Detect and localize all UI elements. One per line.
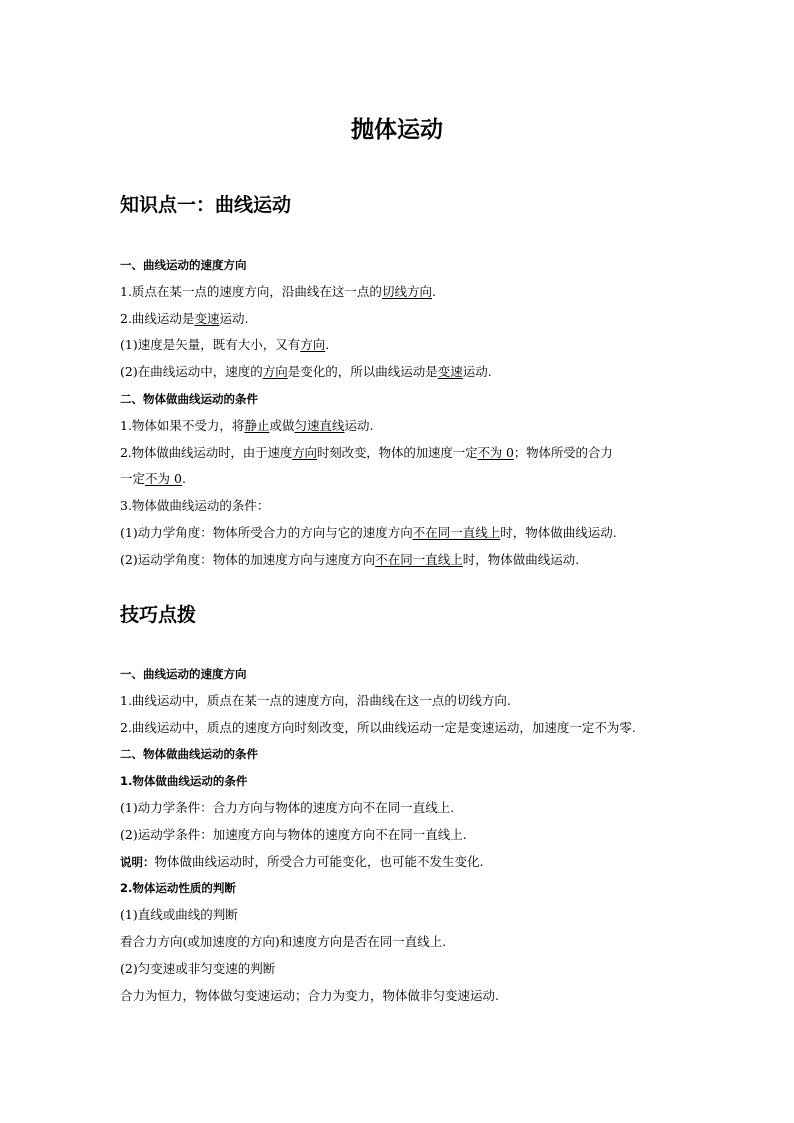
- paragraph-line: 2.曲线运动中，质点的速度方向时刻改变，所以曲线运动一定是变速运动，加速度一定不为零.: [120, 719, 636, 735]
- underlined-answer: 不在同一直线上: [412, 524, 501, 540]
- underlined-answer: 方向: [262, 364, 288, 380]
- paragraph-line: 合力为恒力，物体做匀变速运动；合力为变力，物体做非匀变速运动.: [120, 987, 499, 1003]
- paragraph-line: (1)速度是矢量，既有大小，又有方向.: [120, 337, 330, 353]
- paragraph-line: (1)动力学条件：合力方向与物体的速度方向不在同一直线上.: [120, 799, 455, 815]
- underlined-answer: 方向: [300, 337, 326, 353]
- document-title: 抛体运动: [351, 117, 443, 143]
- paragraph-line: 1.曲线运动中，质点在某一点的速度方向，沿曲线在这一点的切线方向.: [120, 692, 511, 708]
- underlined-answer: 不为 0: [477, 444, 514, 460]
- section-heading-tips: 技巧点拨: [120, 604, 197, 626]
- paragraph-line: 2.曲线运动是变速运动.: [120, 310, 249, 326]
- underlined-answer: 变速: [194, 310, 220, 326]
- subsection-title: 二、物体做曲线运动的条件: [120, 747, 258, 762]
- subsection-title: 一、曲线运动的速度方向: [120, 258, 247, 272]
- paragraph-line: 3.物体做曲线运动的条件：: [120, 498, 270, 514]
- paragraph-line: (2)运动学角度：物体的加速度方向与速度方向不在同一直线上时，物体做曲线运动.: [120, 551, 580, 567]
- section-tips-body: [120, 661, 680, 1009]
- subsection-title: 2.物体运动性质的判断: [120, 881, 236, 896]
- underlined-answer: 变速: [437, 364, 463, 380]
- underlined-answer: 匀速直线: [294, 417, 345, 433]
- paragraph-line: 2.物体做曲线运动时，由于速度方向时刻改变，物体的加速度一定不为 0；物体所受的合力: [120, 444, 613, 460]
- paragraph-line: (2)运动学条件：加速度方向与物体的速度方向不在同一直线上.: [120, 826, 467, 842]
- underlined-answer: 不在同一直线上: [375, 551, 463, 567]
- paragraph-line: 看合力方向(或加速度的方向)和速度方向是否在同一直线上.: [120, 933, 447, 949]
- paragraph-line: (2)在曲线运动中，速度的方向是变化的，所以曲线运动是变速运动.: [120, 364, 492, 380]
- subsection-title: 1.物体做曲线运动的条件: [120, 774, 248, 789]
- underlined-answer: 切线方向: [381, 283, 432, 299]
- underlined-answer: 不为 0: [145, 471, 182, 487]
- section-knowledge-point-1-body: [120, 252, 680, 574]
- subsection-title: 二、物体做曲线运动的条件: [120, 391, 258, 406]
- paragraph-line: (1)直线或曲线的判断: [120, 907, 238, 923]
- underlined-answer: 静止: [244, 417, 270, 433]
- paragraph-line: (2)匀变速或非匀变速的判断: [120, 960, 276, 976]
- section-heading-knowledge-point-1: 知识点一：曲线运动: [120, 194, 292, 216]
- subsection-title: 一、曲线运动的速度方向: [120, 667, 247, 681]
- paragraph-line: 一定不为 0.: [120, 471, 186, 487]
- underlined-answer: 方向: [292, 444, 317, 460]
- note-line: 说明：物体做曲线运动时，所受合力可能变化，也可能不发生变化.: [120, 853, 484, 869]
- note-label: 说明：: [120, 854, 155, 869]
- paragraph-line: 1.质点在某一点的速度方向，沿曲线在这一点的切线方向.: [120, 283, 436, 299]
- paragraph-line: 1.物体如果不受力，将静止或做匀速直线运动.: [120, 417, 374, 433]
- paragraph-line: (1)动力学角度：物体所受合力的方向与它的速度方向不在同一直线上时，物体做曲线运动.: [120, 524, 617, 540]
